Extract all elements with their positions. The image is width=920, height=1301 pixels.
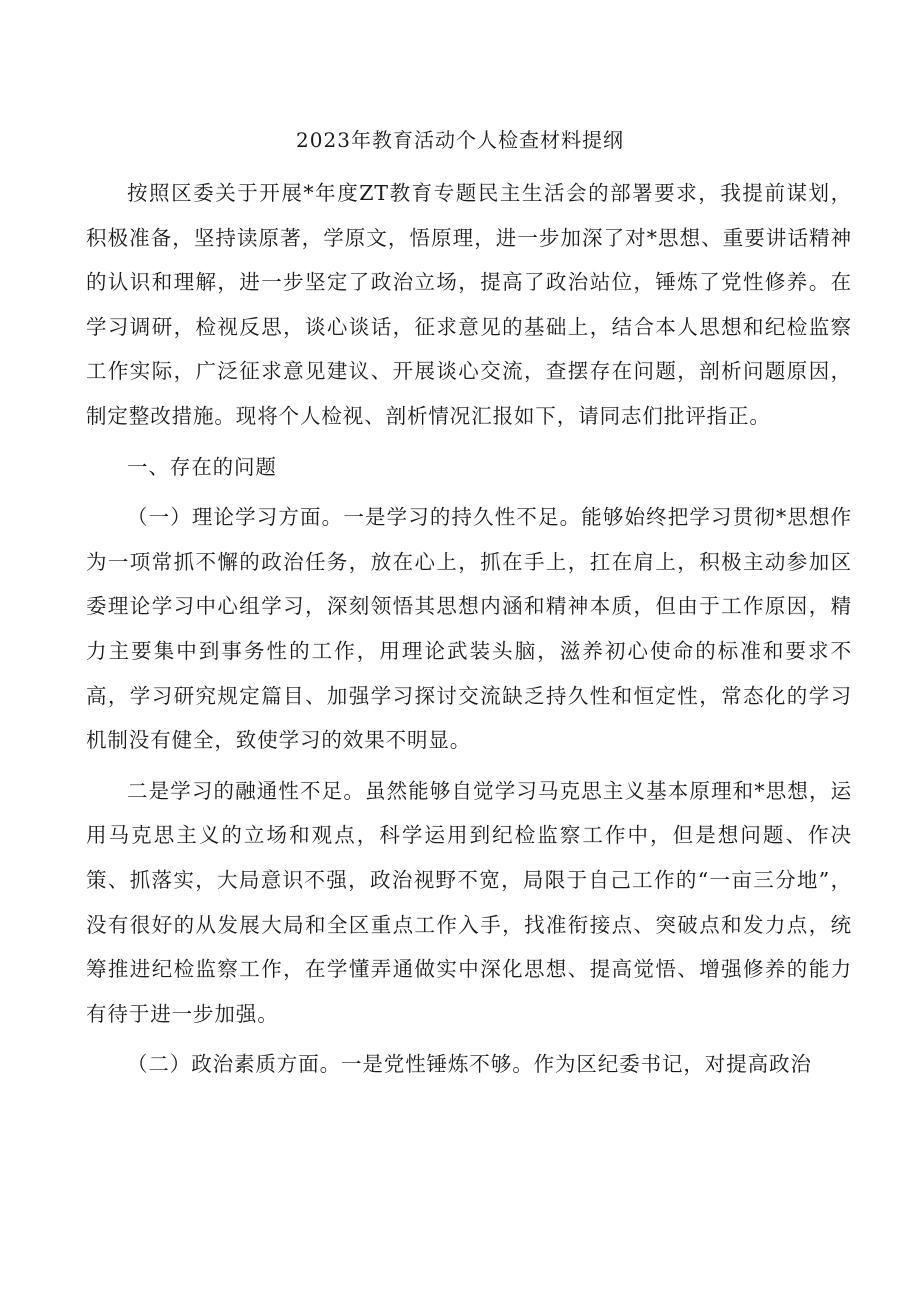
paragraph-intro: 按照区委关于开展*年度ZT教育专题民主生活会的部署要求，我提前谋划，积极准备，坚持读原著，学原文，悟原理，进一步加深了对*思想、重要讲话精神的认识和理解，进一步坚定了政治立场，提高了政治站位，锤炼了党性修养。在学习调研，检视反思，谈心谈话，征求意见的基础上，结合本人思想和纪检监察工作实际，广泛征求意见建议、开展谈心交流，查摆存在问题，剖析问题原因，制定整改措施。现将个人检视、剖析情况汇报如下，请同志们批评指正。 (86, 181, 852, 428)
document-title: 2023年教育活动个人检查材料提纲 (296, 128, 624, 152)
paragraph-theory-study: （一）理论学习方面。一是学习的持久性不足。能够始终把学习贯彻*思想作为一项常抓不懈的政治任务，放在心上，抓在手上，扛在肩上，积极主动参加区委理论学习中心组学习，深刻领悟其思想内涵和精神本质，但由于工作原因，精力主要集中到事务性的工作，用理论武装头脑，滋养初心使命的标准和要求不高，学习研究规定篇目、加强学习探讨交流缺乏持久性和恒定性，常态化的学习机制没有健全，致使学习的效果不明显。 (86, 505, 852, 753)
document-body (86, 171, 852, 1087)
section-heading-problems: 一、存在的问题 (127, 454, 277, 479)
paragraph-political-quality: （二）政治素质方面。一是党性锤炼不够。作为区纪委书记，对提高政治 (127, 1052, 812, 1077)
paragraph-study-integration: 二是学习的融通性不足。虽然能够自觉学习马克思主义基本原理和*思想，运用马克思主义的立场和观点，科学运用到纪检监察工作中，但是想问题、作决策、抓落实，大局意识不强，政治视野不宽，局限于自己工作的“一亩三分地”，没有很好的从发展大局和全区重点工作入手，找准衔接点、突破点和发力点，统筹推进纪检监察工作，在学懂弄通做实中深化思想、提高觉悟、增强修养的能力有待于进一步加强。 (86, 778, 852, 1026)
